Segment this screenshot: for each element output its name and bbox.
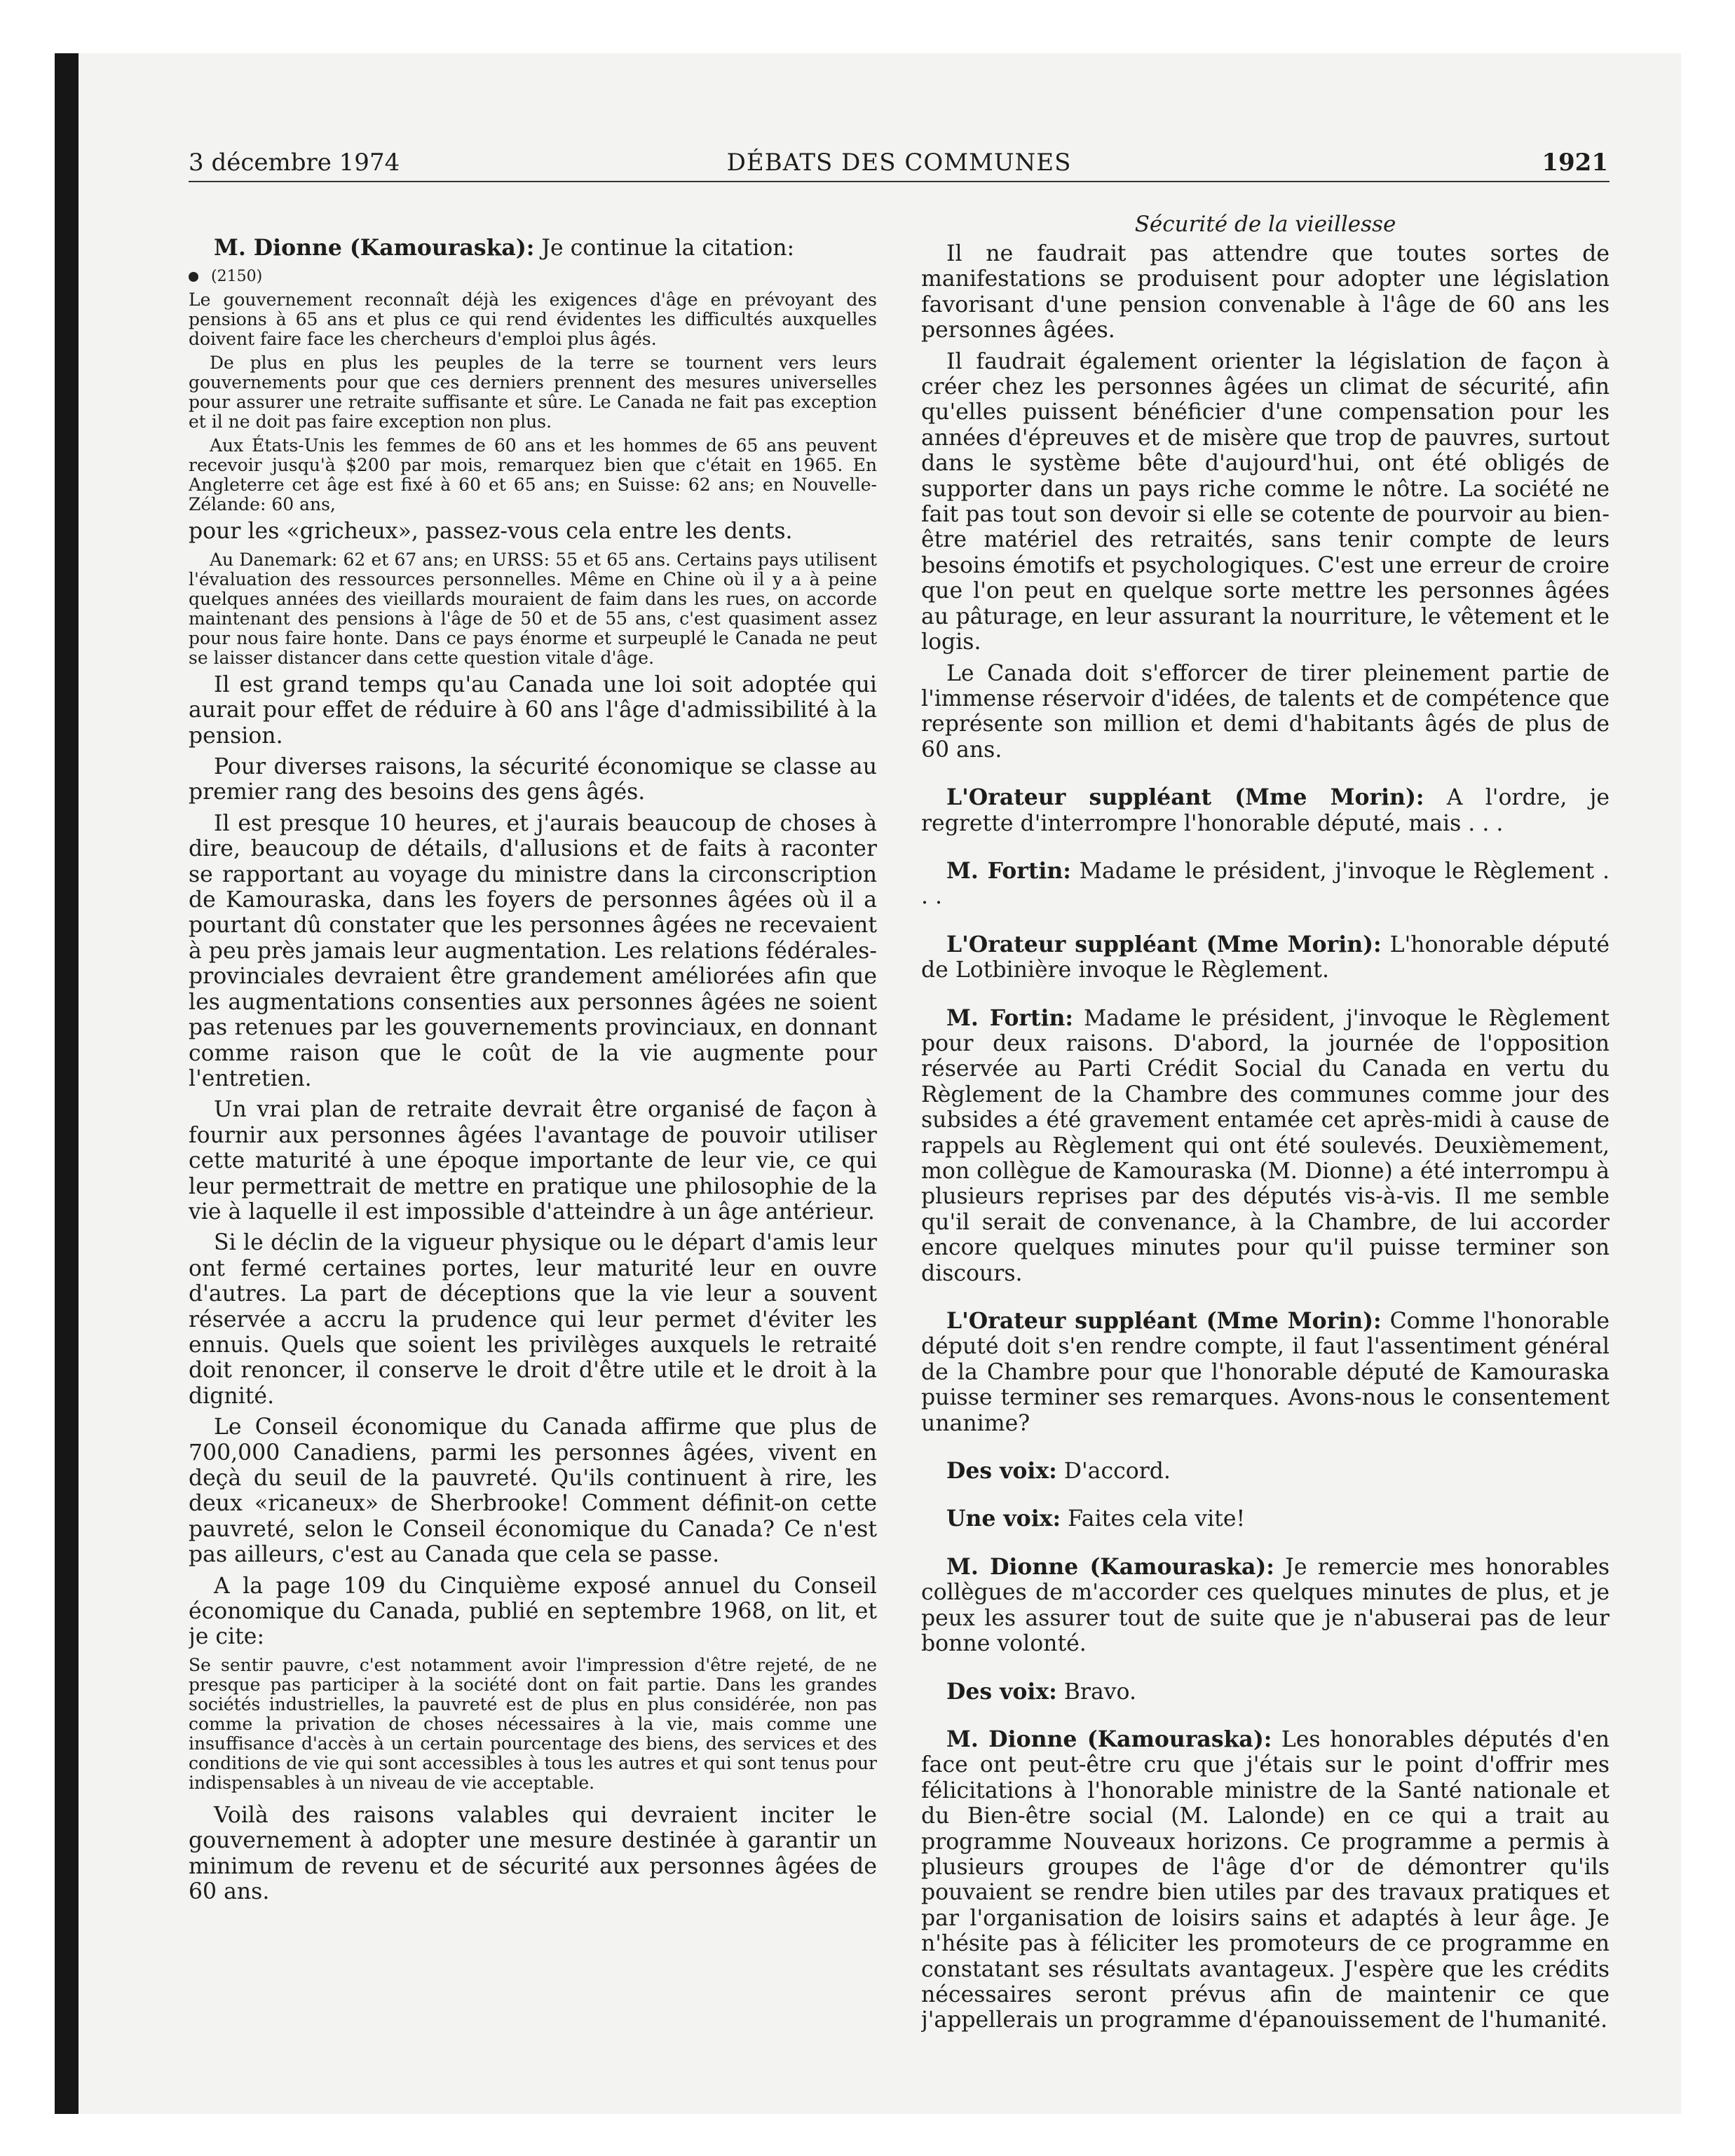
quote-paragraph: Au Danemark: 62 et 67 ans; en URSS: 55 et 65 ans. Certains pays utilisent l'évaluation des ressources personnelles. Même en Chine où il y a à peine quelques années des vieillards mouraient de faim dans les rues, on accorde maintenant des pensions à l'âge de 50 et de 55 ans, c'est quasiment assez pour nous faire honte. Dans ce pays énorme et surpeuplé le Canada ne peut se laisser distancer dans cette question vitale d'âge. bbox=[189, 549, 877, 668]
speech-text: Je continue la citation: bbox=[541, 236, 795, 261]
spacer bbox=[921, 768, 1610, 785]
interjection: pour les «gricheux», passez-vous cela entre les dents. bbox=[189, 519, 793, 545]
speaker-name: Des voix: bbox=[946, 1678, 1057, 1705]
speech-text: Madame le président, j'invoque le Règlement . . . bbox=[921, 858, 1610, 910]
hansard-page bbox=[189, 133, 1610, 2075]
speaker-name: L'Orateur suppléant (Mme Morin): bbox=[946, 931, 1382, 957]
header-title: DÉBATS DES COMMUNES bbox=[726, 149, 1072, 177]
spacer bbox=[921, 915, 1610, 932]
speaker-name: M. Fortin: bbox=[946, 1004, 1074, 1031]
speech-text: Je remercie mes honorables collègues de m'accorder ces quelques minutes de plus, et je peux les assurer tout de suite que je n'abuserai pas de leur bonne volonté. bbox=[921, 1554, 1610, 1657]
left-column bbox=[189, 212, 877, 2062]
paragraph: Voilà des raisons valables qui devraient inciter le gouvernement à adopter une mesure destinée à garantir un minimum de revenu et de sécurité aux personnes âgées de 60 ans. bbox=[189, 1802, 877, 1905]
speech-text: Comme l'honorable député doit s'en rendre compte, il faut l'assentiment général de la Chambre pour que l'honorable député de Kamouraska puisse terminer ses remarques. Avons-nous le consentement unanime? bbox=[921, 1309, 1610, 1436]
spacer bbox=[921, 1292, 1610, 1309]
speech bbox=[921, 1506, 1610, 1531]
page-header bbox=[189, 143, 1610, 182]
quote-paragraph: Se sentir pauvre, c'est notamment avoir l'impression d'être rejeté, de ne presque pas participer à la société dont on fait partie. Dans les grandes sociétés industrielles, la pauvreté est de plus en plus considérée, non pas comme la privation de choses nécessaires à la vie, mais comme une insuffisance d'accès à un certain pourcentage des biens, des services et des conditions de vie qui sont accessibles à tous les autres et qui sont tenus pour indispensables à un niveau de vie acceptable. bbox=[189, 1654, 877, 1793]
speech bbox=[189, 236, 877, 261]
scan-edge bbox=[55, 53, 79, 2114]
speaker-name: Une voix: bbox=[946, 1506, 1061, 1532]
spacer bbox=[921, 842, 1610, 859]
time-marker-text: (2150) bbox=[211, 268, 263, 286]
speech bbox=[921, 859, 1610, 910]
speech bbox=[921, 1459, 1610, 1484]
paragraph: Un vrai plan de retraite devrait être organisé de façon à fournir aux personnes âgées l'avantage de pouvoir utiliser cette maturité à une époque importante de leur vie, ce qui leur permettrait de mettre en pratique une philosophie de la vie à laquelle il est impossible d'atteindre à un âge antérieur. bbox=[189, 1097, 877, 1224]
paragraph: Pour diverses raisons, la sécurité économique se classe au premier rang des besoins des gens âgés. bbox=[189, 754, 877, 805]
speaker-name: Des voix: bbox=[946, 1458, 1057, 1485]
spacer bbox=[921, 1489, 1610, 1506]
paragraph: Le Canada doit s'efforcer de tirer pleinement partie de l'immense réservoir d'idées, de talents et de compétence que représente son million et demi d'habitants âgés de plus de 60 ans. bbox=[921, 660, 1610, 763]
speaker-name: L'Orateur suppléant (Mme Morin): bbox=[946, 784, 1424, 811]
speech bbox=[921, 785, 1610, 836]
quote-paragraph: De plus en plus les peuples de la terre se tournent vers leurs gouvernements pour que ces derniers prennent des mesures universelles pour assurer une retraite suffisante et sûre. Le Canada ne fait pas exception et il ne doit pas faire exception non plus. bbox=[189, 353, 877, 432]
speech-text: Madame le président, j'invoque le Règlement pour deux raisons. D'abord, la journée de l'opposition réservée au Parti Crédit Social du Canada en vertu du Règlement de la Chambre des communes comme jour des subsides a été gravement entamée cet après-midi à cause de rappels au Règlement qui ont été soulevés. Deuxièmement, mon collègue de Kamouraska (M. Dionne) a été interrompu à plusieurs reprises par des députés vis-à-vis. Il me semble qu'il serait de convenance, à la Chambre, de lui accorder encore quelques minutes pour qu'il puisse terminer son discours. bbox=[921, 1005, 1610, 1286]
header-date: 3 décembre 1974 bbox=[189, 149, 400, 177]
time-marker bbox=[189, 266, 877, 287]
speech-text: A l'ordre, je regrette d'interrompre l'honorable député, mais . . . bbox=[921, 785, 1610, 836]
speech bbox=[921, 1679, 1610, 1705]
speech bbox=[921, 1006, 1610, 1286]
spacer bbox=[921, 1710, 1610, 1727]
speech bbox=[921, 1555, 1610, 1657]
paragraph: Il est presque 10 heures, et j'aurais beaucoup de choses à dire, beaucoup de détails, d'allusions et de faits à raconter se rapportant au voyage du ministre dans la circonscription de Kamouraska, dans les foyers de personnes âgées où il a pourtant dû constater que les personnes âgées ne recevaient à peu près jamais leur augmentation. Les relations fédérales-provinciales devraient être grandement améliorées afin que les augmentations consenties aux personnes âgées ne soient pas retenues par les gouvernements provinciaux, en donnant comme raison que le coût de la vie augmente pour l'entretien. bbox=[189, 810, 877, 1091]
speaker-name: M. Fortin: bbox=[946, 857, 1071, 884]
page-number: 1921 bbox=[1542, 149, 1608, 177]
paragraph: Si le déclin de la vigueur physique ou le départ d'amis leur ont fermé certaines portes, leur maturité leur en ouvre d'autres. La part de déceptions que la vie leur a souvent réservée a accru la prudence qui leur permet d'éviter les ennuis. Quels que soient les privilèges auxquels le retraité doit renoncer, il conserve le droit d'être utile et le droit à la dignité. bbox=[189, 1230, 877, 1409]
paragraph: Le Conseil économique du Canada affirme que plus de 700,000 Canadiens, parmi les personnes âgées, vivent en deçà du seuil de la pauvreté. Qu'ils continuent à rire, les deux «ricaneux» de Sherbrooke! Comment définit-on cette pauvreté, selon le Conseil économique du Canada? Ce n'est pas ailleurs, c'est au Canada que cela se passe. bbox=[189, 1414, 877, 1568]
section-rubric: Sécurité de la vieillesse bbox=[1134, 212, 1396, 237]
spacer bbox=[921, 989, 1610, 1006]
speech bbox=[921, 932, 1610, 983]
speech bbox=[921, 1727, 1610, 2033]
speech-text: Les honorables députés d'en face ont peut-être cru que j'étais sur le point d'offrir mes félicitations à l'honorable ministre de la Santé nationale et du Bien-être social (M. Lalonde) en ce qui a trait au programme Nouveaux horizons. Ce programme a permis à plusieurs groupes de l'âge d'or de démontrer qu'ils pouvaient se rendre bien utiles par des travaux pratiques et par l'organisation de loisirs sains et adaptés à leur âge. Je n'hésite pas à féliciter les promoteurs de ce programme en constatant ses résultats avantageux. J'espère que les crédits nécessaires seront prévus afin de maintenir ce que j'appellerais un programme d'épanouissement de l'humanité. bbox=[921, 1726, 1610, 2033]
right-column bbox=[921, 212, 1610, 2062]
paragraph: A la page 109 du Cinquième exposé annuel du Conseil économique du Canada, publié en septembre 1968, on lit, et je cite: bbox=[189, 1573, 877, 1650]
paragraph: Il est grand temps qu'au Canada une loi soit adoptée qui aurait pour effet de réduire à 60 ans l'âge d'admissibilité à la pension. bbox=[189, 671, 877, 749]
speech-text: Faites cela vite! bbox=[1068, 1506, 1246, 1532]
spacer bbox=[921, 1663, 1610, 1679]
quote-paragraph: Le gouvernement reconnaît déjà les exigences d'âge en prévoyant des pensions à 65 ans et plus ce qui rend évidentes les difficultés auxquelles doivent faire face les chercheurs d'emploi plus âgés. bbox=[189, 289, 877, 350]
spacer bbox=[921, 1538, 1610, 1555]
speaker-name: M. Dionne (Kamouraska): bbox=[946, 1553, 1274, 1580]
speaker-name: M. Dionne (Kamouraska): bbox=[214, 235, 535, 261]
quote-paragraph: Aux États-Unis les femmes de 60 ans et les hommes de 65 ans peuvent recevoir jusqu'à $200 par mois, remarquez bien que c'était en 1965. En Angleterre cet âge est fixé à 60 et 65 ans; en Suisse: 62 ans; en Nouvelle-Zélande: 60 ans, bbox=[189, 435, 877, 515]
speech-text: Bravo. bbox=[1063, 1679, 1136, 1705]
paragraph: Il ne faudrait pas attendre que toutes sortes de manifestations se produisent pour adopter une législation favorisant d'une pension convenable à l'âge de 60 ans les personnes âgées. bbox=[921, 241, 1610, 343]
speech-text: L'honorable député de Lotbinière invoque le Règlement. bbox=[921, 932, 1610, 983]
speech-text: D'accord. bbox=[1063, 1459, 1171, 1485]
bullet-icon bbox=[189, 272, 198, 282]
speaker-name: M. Dionne (Kamouraska): bbox=[946, 1726, 1272, 1752]
speech bbox=[921, 1309, 1610, 1436]
spacer bbox=[921, 1442, 1610, 1459]
speaker-name: L'Orateur suppléant (Mme Morin): bbox=[946, 1308, 1382, 1335]
paragraph: Il faudrait également orienter la législation de façon à créer chez les personnes âgées un climat de sécurité, afin qu'elles puissent bénéficier d'une compensation pour les années d'épreuves et de misère que trop de pauvres, surtout dans le système bête d'aujourd'hui, ont été obligés de supporter dans un pays riche comme le nôtre. La société ne fait pas tout son devoir si elle se cotente de pourvoir au bien-être matériel des retraités, sans tenir compte de leurs besoins émotifs et psychologiques. C'est une erreur de croire que l'on peut en quelque sorte mettre les personnes âgées au pâturage, en leur assurant la nourriture, le vêtement et le logis. bbox=[921, 348, 1610, 655]
